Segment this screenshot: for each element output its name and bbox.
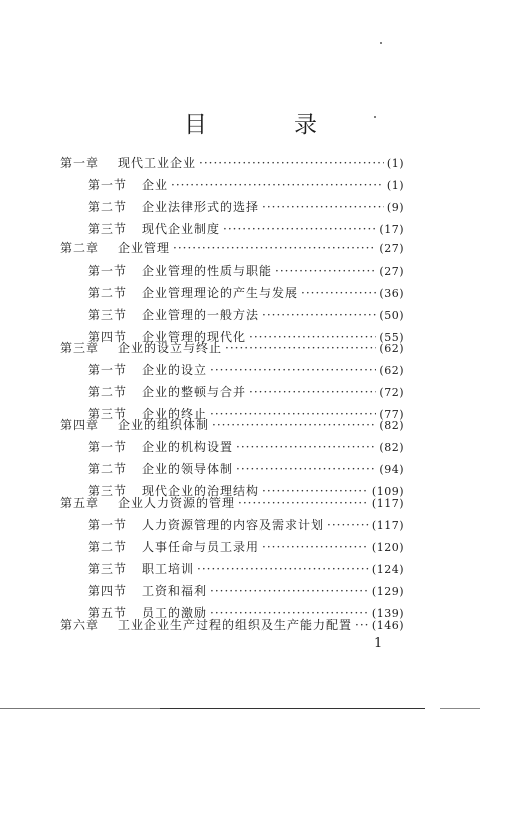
entry-title: 企业的机构设置 — [142, 440, 234, 454]
entry-page: (62) — [379, 364, 404, 377]
leader-dots — [225, 337, 376, 359]
entry-label: 第四节 — [88, 584, 128, 598]
toc-entry-chapter-6 — [60, 614, 404, 636]
entry-title: 企业的终止 — [142, 407, 208, 421]
leader-dots — [238, 492, 369, 514]
entry-label: 第三节 — [88, 562, 128, 576]
entry-label: 第一节 — [88, 178, 128, 192]
entry-page: (17) — [379, 223, 404, 236]
entry-label: 第一章 — [60, 156, 100, 170]
toc-entry-section — [88, 282, 404, 304]
entry-title: 企业管理的一般方法 — [142, 308, 260, 322]
entry-label: 第五节 — [88, 606, 128, 620]
toc-entry-chapter-3 — [60, 337, 404, 359]
entry-label: 第二章 — [60, 241, 100, 255]
entry-title: 企业的设立 — [142, 363, 208, 377]
entry-page: (72) — [379, 386, 404, 399]
entry-title: 企业人力资源的管理 — [118, 496, 236, 510]
entry-label: 第六章 — [60, 618, 100, 632]
entry-title: 企业管理的性质与职能 — [142, 264, 273, 278]
entry-label: 第三章 — [60, 341, 100, 355]
scan-edge-line — [160, 708, 425, 709]
entry-title: 企业的整顿与合并 — [142, 385, 247, 399]
scan-speck — [374, 116, 376, 118]
entry-label: 第二节 — [88, 200, 128, 214]
entry-title: 企业法律形式的选择 — [142, 200, 260, 214]
entry-label: 第三节 — [88, 308, 128, 322]
page-number: 1 — [374, 636, 383, 651]
entry-label: 第一节 — [88, 518, 128, 532]
leader-dots — [236, 458, 376, 480]
toc-entry-section — [88, 436, 404, 458]
scan-speck — [380, 42, 382, 44]
leader-dots — [197, 558, 369, 580]
entry-page: (82) — [379, 441, 404, 454]
entry-title: 现代企业的治理结构 — [142, 484, 260, 498]
toc-entry-chapter-1 — [60, 152, 404, 174]
entry-title: 企业的设立与终止 — [118, 341, 223, 355]
leader-dots — [171, 174, 384, 196]
leader-dots — [262, 196, 384, 218]
toc-entry-section — [88, 458, 404, 480]
toc-entry-section — [88, 260, 404, 282]
entry-label: 第一节 — [88, 363, 128, 377]
toc-entry-section — [88, 558, 404, 580]
toc-entry-section — [88, 196, 404, 218]
entry-label: 第四章 — [60, 418, 100, 432]
entry-title: 人事任命与员工录用 — [142, 540, 260, 554]
entry-page: (120) — [371, 541, 404, 554]
leader-dots — [249, 381, 376, 403]
entry-page: (1) — [386, 157, 404, 170]
toc-entry-chapter-5 — [60, 492, 404, 514]
entry-page: (117) — [371, 519, 404, 532]
toc-entry-chapter-2 — [60, 237, 404, 259]
entry-label: 第一节 — [88, 440, 128, 454]
entry-label: 第一节 — [88, 264, 128, 278]
entry-page: (139) — [371, 607, 404, 620]
entry-page: (55) — [379, 331, 404, 344]
toc-entry-section — [88, 381, 404, 403]
leader-dots — [210, 359, 376, 381]
entry-page: (77) — [379, 408, 404, 421]
leader-dots — [212, 414, 376, 436]
entry-page: (27) — [379, 242, 404, 255]
toc-entry-section — [88, 174, 404, 196]
entry-page: (82) — [379, 419, 404, 432]
entry-label: 第二节 — [88, 286, 128, 300]
leader-dots — [301, 282, 376, 304]
toc-entry-section — [88, 536, 404, 558]
entry-page: (27) — [379, 265, 404, 278]
entry-title: 工资和福利 — [142, 584, 208, 598]
entry-page: (9) — [386, 201, 404, 214]
entry-title: 企业管理理论的产生与发展 — [142, 286, 299, 300]
toc-entry-section — [88, 514, 404, 536]
entry-label: 第四节 — [88, 330, 128, 344]
entry-title: 工业企业生产过程的组织及生产能力配置 — [118, 618, 353, 632]
entry-title: 企业管理 — [118, 241, 171, 255]
entry-page: (146) — [371, 619, 404, 632]
toc-title: 目 录 — [184, 112, 349, 138]
toc-entry-section — [88, 359, 404, 381]
scan-edge-line — [0, 708, 170, 709]
entry-page: (124) — [371, 563, 404, 576]
entry-page: (117) — [371, 497, 404, 510]
entry-label: 第三节 — [88, 484, 128, 498]
entry-page: (129) — [371, 585, 404, 598]
entry-title: 现代企业制度 — [142, 222, 221, 236]
entry-title: 现代工业企业 — [118, 156, 197, 170]
leader-dots — [199, 152, 384, 174]
toc-entry-chapter-4 — [60, 414, 404, 436]
leader-dots — [236, 436, 376, 458]
toc-entry-section — [88, 304, 404, 326]
entry-title: 人力资源管理的内容及需求计划 — [142, 518, 325, 532]
entry-label: 第二节 — [88, 462, 128, 476]
leader-dots — [355, 614, 369, 636]
leader-dots — [262, 304, 376, 326]
entry-page: (36) — [379, 287, 404, 300]
entry-title: 员工的激励 — [142, 606, 208, 620]
entry-page: (1) — [386, 179, 404, 192]
entry-title: 企业的领导体制 — [142, 462, 234, 476]
entry-title: 企业 — [142, 178, 169, 192]
entry-page: (109) — [371, 485, 404, 498]
entry-page: (62) — [379, 342, 404, 355]
entry-label: 第二节 — [88, 540, 128, 554]
leader-dots — [173, 237, 376, 259]
entry-label: 第三节 — [88, 407, 128, 421]
entry-title: 职工培训 — [142, 562, 195, 576]
entry-page: (50) — [379, 309, 404, 322]
entry-label: 第三节 — [88, 222, 128, 236]
entry-page: (94) — [379, 463, 404, 476]
entry-title: 企业管理的现代化 — [142, 330, 247, 344]
leader-dots — [275, 260, 376, 282]
scan-edge-line — [440, 708, 480, 709]
leader-dots — [210, 580, 369, 602]
leader-dots — [327, 514, 369, 536]
entry-title: 企业的组织体制 — [118, 418, 210, 432]
toc-entry-section — [88, 580, 404, 602]
entry-label: 第二节 — [88, 385, 128, 399]
entry-label: 第五章 — [60, 496, 100, 510]
leader-dots — [262, 536, 369, 558]
